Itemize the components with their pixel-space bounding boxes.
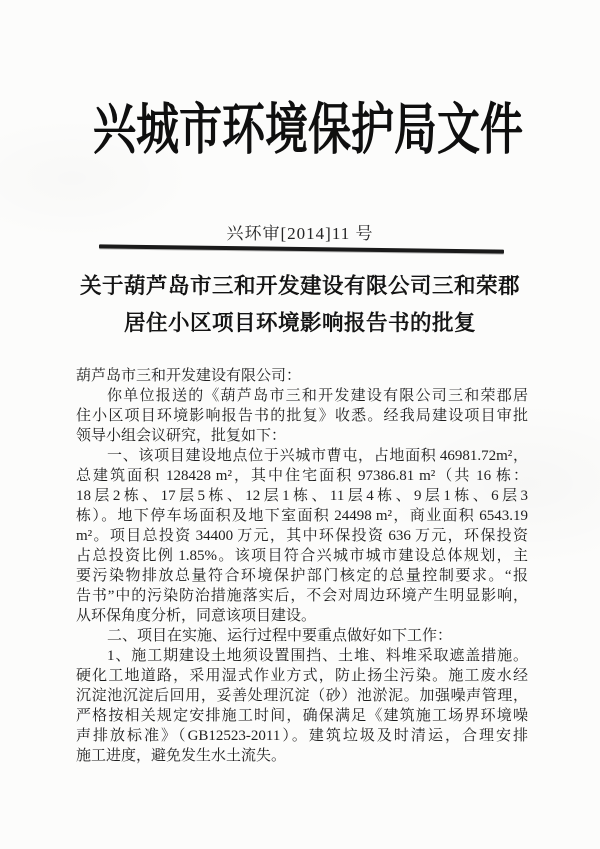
header-divider-rule: [99, 244, 504, 253]
body-line: 告书”中的污染防治措施落实后，不会对周边环境产生明显影响，: [76, 588, 528, 604]
body-line: 占总投资比例 1.85%。该项目符合兴城市城市建设总体规划，主: [76, 548, 528, 564]
body-line: 二、项目在实施、运行过程中要重点做好如下工作：: [107, 628, 453, 644]
body-line: 18层2栋、17层5栋、12层1栋、11层4栋、9层1栋、6层3: [76, 488, 528, 504]
body-line: 施工进度，避免发生水土流失。: [76, 748, 287, 764]
body-line: 从环保角度分析，同意该项目建设。: [76, 608, 317, 624]
document-reference-number: 兴环审[2014]11 号: [226, 224, 374, 243]
subject-title-line-1: 关于葫芦岛市三和开发建设有限公司三和荣郡: [79, 274, 520, 298]
body-line: 沉淀池沉淀后回用，妥善处理沉淀（砂）池淤泥。加强噪声管理，: [76, 688, 528, 704]
body-line: 声排放标准》（GB12523-2011）。建筑垃圾及时清运，合理安排: [76, 728, 528, 744]
subject-title-line-2: 居住小区项目环境影响报告书的批复: [123, 311, 476, 335]
body-line: 栋）。地下停车场面积及地下室面积 24498 m²，商业面积 6543.19: [76, 508, 528, 524]
body-line: m²。项目总投资 34400 万元，其中环保投资 636 万元，环保投资: [76, 528, 528, 544]
document-body: [76, 366, 528, 766]
body-line: 一、该项目建设地点位于兴城市曹屯，占地面积 46981.72m²，: [107, 448, 528, 464]
body-line: 严格按相关规定安排施工时间，确保满足《建筑施工场界环境噪: [76, 708, 528, 724]
body-line: 要污染物排放总量符合环境保护部门核定的总量控制要求。“报: [76, 568, 528, 584]
body-line: 1、施工期建设土地须设置围挡、土堆、料堆采取遮盖措施。: [107, 648, 528, 664]
body-line: 住小区项目环境影响报告书的批复》收悉。经我局建设项目审批: [76, 408, 528, 424]
body-line: 葫芦岛市三和开发建设有限公司：: [76, 368, 302, 384]
body-line: 你单位报送的《葫芦岛市三和开发建设有限公司三和荣郡居: [107, 388, 528, 404]
document-header-agency-title: 兴城市环境保护局文件: [93, 100, 523, 162]
body-line: 硬化工地道路，采用湿式作业方式，防止扬尘污染。施工废水经: [76, 668, 528, 684]
document-subject-title: [0, 268, 600, 342]
body-line: 领导小组会议研究，批复如下：: [76, 428, 287, 444]
body-line: 总建筑面积 128428 m²，其中住宅面积 97386.81 m²（共 16 栋：: [76, 468, 528, 484]
